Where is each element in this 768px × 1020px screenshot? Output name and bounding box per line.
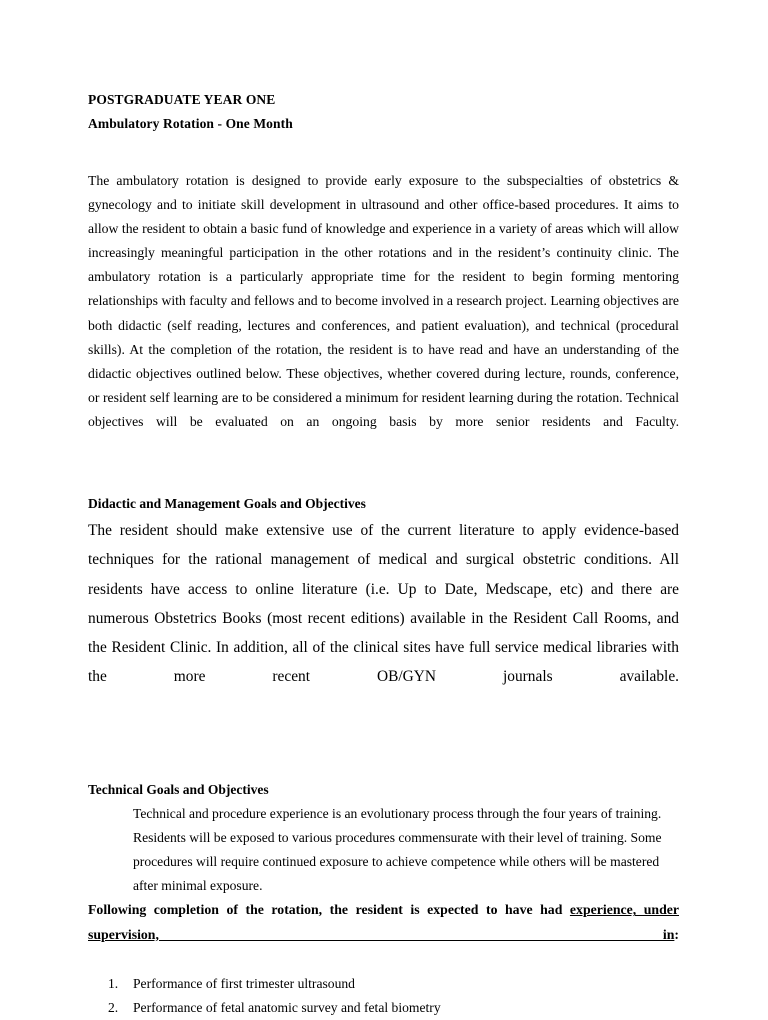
spacer-after-subtitle (88, 136, 679, 169)
spacer-before-technical-extra (88, 755, 679, 778)
list-item-label: Performance of fetal anatomic survey and fetal biometry (133, 999, 441, 1015)
technical-section-heading: Technical Goals and Objectives (88, 781, 269, 797)
document-title: POSTGRADUATE YEAR ONE (88, 92, 276, 107)
technical-indented-paragraph: Technical and procedure experience is an evolutionary process through the four years of training. Residents will be exposed to various procedures commensurate with their level of training. Some procedures will require continued exposure to achieve competence while others will be mastered after minimal exposure. (133, 805, 662, 894)
technical-lead-in-prefix: Following completion of the rotation, the resident is expected to have had (88, 902, 570, 918)
list-item-label: Performance of first trimester ultrasound (133, 975, 355, 991)
technical-lead-in (88, 898, 679, 971)
spacer-before-technical (88, 721, 679, 755)
spacer-before-didactic (88, 458, 679, 492)
list-item (88, 972, 679, 996)
list-item-number: 1. (108, 975, 119, 991)
intro-paragraph: The ambulatory rotation is designed to provide early exposure to the subspecialties of obstetrics & gynecology and to initiate skill development in ultrasound and other office-based procedures. It aims to allow the resident to obtain a basic fund of knowledge and experience in a variety of areas which will allow increasingly meaningful participation in the other rotations and in the resident’s continuity clinic. The ambulatory rotation is a particularly appropriate time for the resident to begin forming mentoring relationships with faculty and fellows and to become involved in a research project. Learning objectives are both didactic (self reading, lectures and conferences, and patient evaluation), and technical (procedural skills). At the completion of the rotation, the resident is to have read and have an understanding of the didactic objectives outlined below. These objectives, whether covered during lecture, rounds, conference, or resident self learning are to be considered a minimum for resident learning during the rotation. Technical objectives will be evaluated on an ongoing basis by more senior residents and Faculty. (88, 173, 679, 429)
list-item-number: 2. (108, 999, 119, 1015)
technical-lead-in-underlined: experience, under supervision, in (88, 902, 679, 942)
list-item (88, 996, 679, 1020)
document-subtitle: Ambulatory Rotation - One Month (88, 116, 293, 131)
procedure-list (88, 972, 679, 1020)
technical-lead-in-suffix: : (674, 926, 679, 942)
didactic-section-heading: Didactic and Management Goals and Objectives (88, 496, 366, 512)
didactic-section-paragraph: The resident should make extensive use of the current literature to apply evidence-based techniques for the rational management of medical and surgical obstetric conditions. All residents have access to online literature (i.e. Up to Date, Medscape, etc) and there are numerous Obstetrics Books (most recent editions) available in the Resident Call Rooms, and the Resident Clinic. In addition, all of the clinical sites have full service medical libraries with the more recent OB/GYN journals available. (88, 522, 679, 686)
